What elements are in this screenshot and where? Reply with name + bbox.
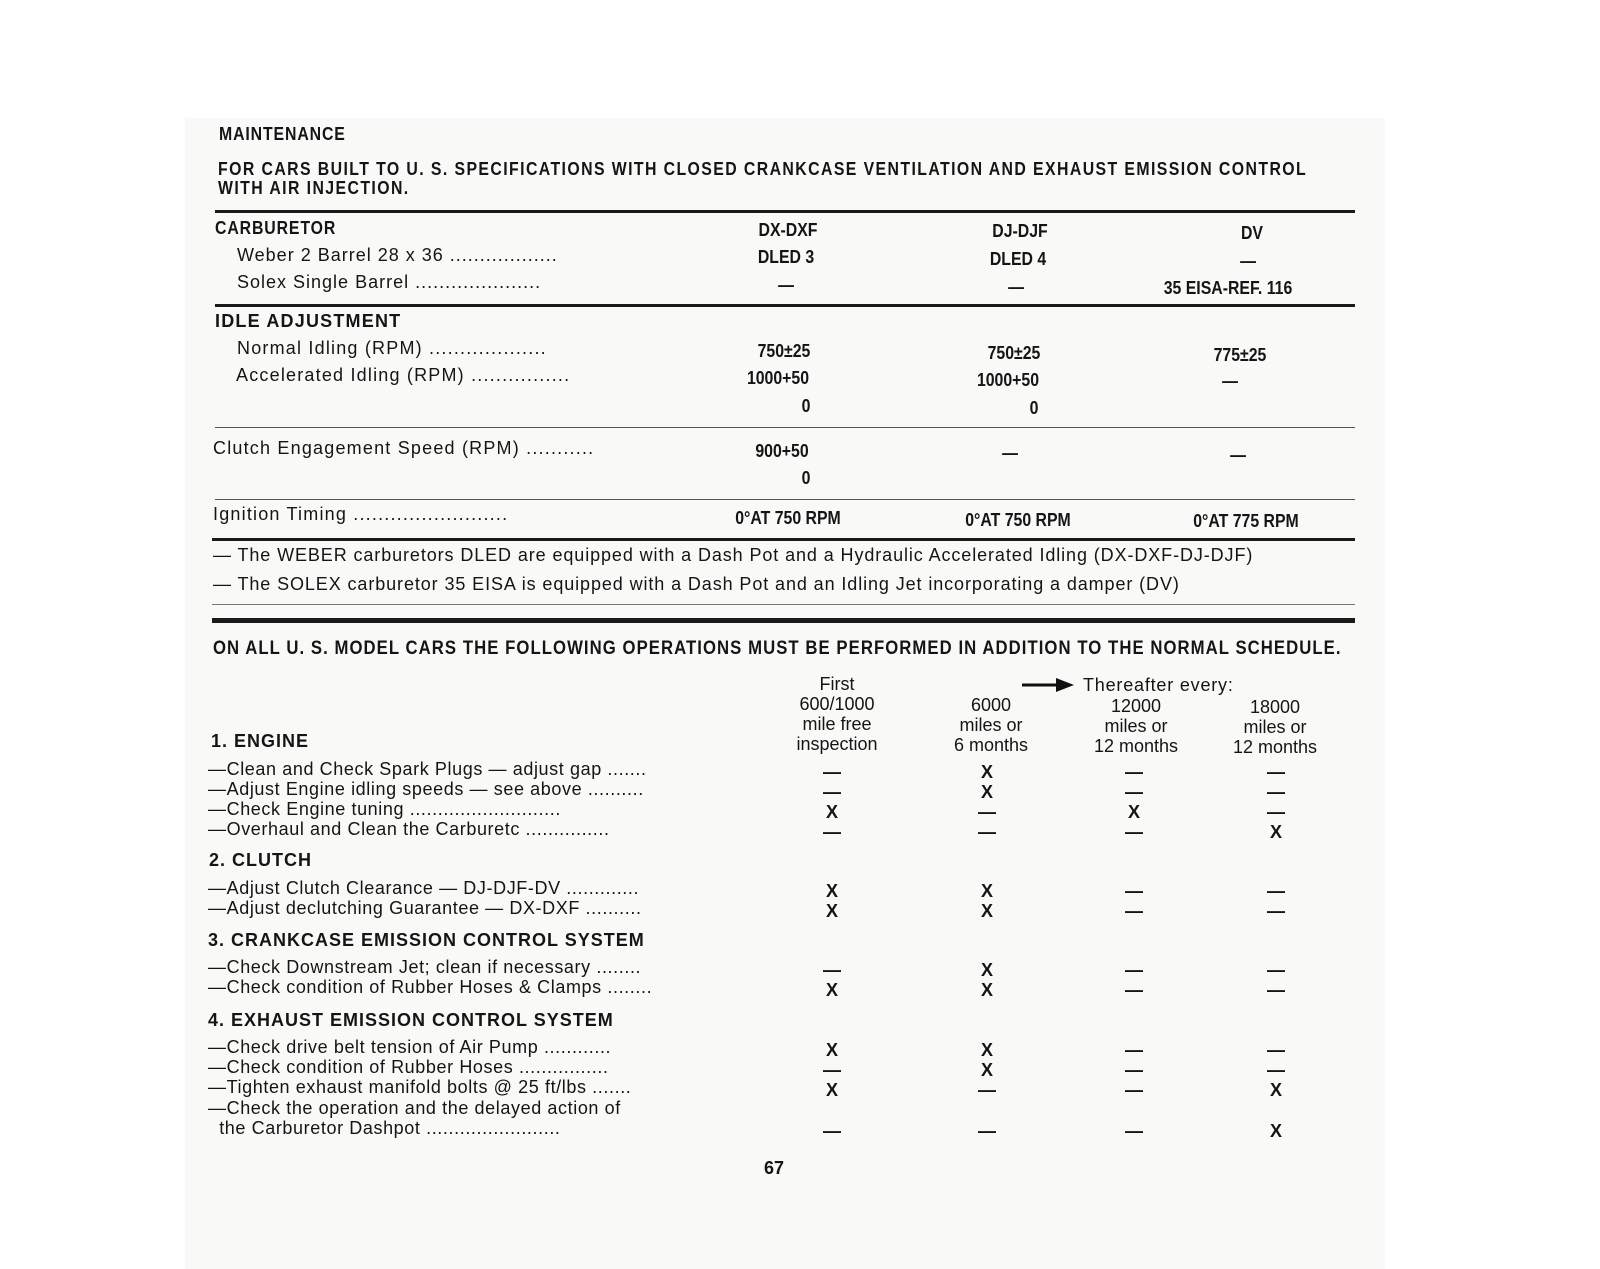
schedule-mark: X [980,1060,993,1080]
spec-value: — [778,275,794,295]
schedule-mark: — [1125,782,1143,802]
spec-value: 35 EISA-REF. 116 [1163,278,1293,298]
column-header-dj-djf: DJ-DJF [992,221,1048,241]
column-header-dx-dxf: DX-DXF [758,220,818,240]
schedule-mark: — [823,1121,841,1141]
column-header-first-inspection: First 600/1000 mile free inspection [796,674,878,754]
schedule-mark: X [825,881,838,901]
schedule-mark: — [1267,901,1285,921]
page-number: 67 [764,1158,785,1178]
spec-value: 775±25 [1213,345,1267,365]
spec-row-label: Weber 2 Barrel 28 x 36 .................. [237,245,558,265]
spec-value: DLED 4 [989,249,1047,269]
divider-thick [212,618,1355,623]
schedule-mark: X [980,960,993,980]
schedule-mark: — [1125,881,1143,901]
divider [215,427,1355,428]
schedule-mark: — [1125,901,1143,921]
list-item: —Overhaul and Clean the Carburetc ............... [208,819,610,839]
schedule-mark: X [1269,1121,1282,1141]
spec-value: 0 [1029,398,1039,418]
schedule-mark: — [1125,1060,1143,1080]
idle-adjustment-heading: IDLE ADJUSTMENT [215,311,402,331]
column-header-dv: DV [1240,223,1263,243]
subtitle-line-2: WITH AIR INJECTION. [218,178,410,198]
divider [212,538,1355,541]
schedule-mark: — [1267,782,1285,802]
spec-value: 1000+50 [976,370,1040,390]
schedule-mark: X [1127,802,1140,822]
group-title-crankcase: 3. CRANKCASE EMISSION CONTROL SYSTEM [208,930,645,950]
schedule-heading: ON ALL U. S. MODEL CARS THE FOLLOWING OPERATIONS MUST BE PERFORMED IN ADDITION TO THE NORMAL SCHEDULE. [213,638,1342,659]
spec-row-label: Solex Single Barrel ..................... [237,272,542,292]
schedule-mark: — [1125,1040,1143,1060]
schedule-mark: X [980,901,993,921]
schedule-mark: — [823,782,841,802]
schedule-mark: X [980,782,993,802]
schedule-mark: — [823,1060,841,1080]
schedule-mark: X [825,980,838,1000]
spec-value: — [1222,371,1238,391]
divider [215,304,1355,307]
schedule-mark: — [1125,1080,1143,1100]
list-item: —Check condition of Rubber Hoses ................ [208,1057,609,1077]
column-header-18000: 18000 miles or 12 months [1232,697,1318,757]
list-item-continued: the Carburetor Dashpot ........................ [208,1118,561,1138]
list-item: —Adjust Engine idling speeds — see above .......... [208,779,644,799]
schedule-mark: X [825,1080,838,1100]
spec-row-label: Clutch Engagement Speed (RPM) ........... [213,438,595,458]
schedule-mark: — [1125,762,1143,782]
list-item: —Tighten exhaust manifold bolts @ 25 ft/lbs ....... [208,1077,632,1097]
spec-value: — [1240,251,1256,271]
spec-value: 750±25 [757,341,811,361]
note-solex: — The SOLEX carburetor 35 EISA is equipped with a Dash Pot and an Idling Jet incorporating a damper (DV) [213,574,1180,594]
schedule-mark: — [1125,980,1143,1000]
divider [215,499,1355,500]
schedule-mark: — [1267,762,1285,782]
schedule-mark: — [1267,980,1285,1000]
thereafter-label: Thereafter every: [1083,675,1234,695]
schedule-mark: X [1269,822,1282,842]
schedule-mark: — [1267,881,1285,901]
spec-value: 900+50 [755,441,809,461]
divider [215,210,1355,213]
column-header-12000: 12000 miles or 12 months [1093,696,1179,756]
schedule-mark: — [1125,822,1143,842]
note-weber: — The WEBER carburetors DLED are equipped with a Dash Pot and a Hydraulic Accelerated Idling (DX-DXF-DJ-DJF) [213,545,1254,565]
list-item: —Check Downstream Jet; clean if necessary ........ [208,957,642,977]
schedule-mark: X [980,881,993,901]
schedule-mark: — [1125,1121,1143,1141]
schedule-mark: — [978,822,996,842]
section-title: MAINTENANCE [219,124,346,144]
spec-value: 0°AT 775 RPM [1193,511,1299,531]
spec-value: — [1002,443,1018,463]
list-item: —Check condition of Rubber Hoses & Clamps ........ [208,977,653,997]
spec-value: 0 [801,468,811,488]
spec-value: — [1230,445,1246,465]
schedule-mark: — [823,960,841,980]
spec-value: DLED 3 [757,247,815,267]
list-item: —Check the operation and the delayed action of [208,1098,621,1118]
spec-row-label: Ignition Timing ......................... [213,504,509,524]
list-item: —Adjust Clutch Clearance — DJ-DJF-DV ............. [208,878,640,898]
group-title-exhaust: 4. EXHAUST EMISSION CONTROL SYSTEM [208,1010,614,1030]
schedule-mark: — [1125,960,1143,980]
spec-value: — [1008,277,1024,297]
schedule-mark: X [980,762,993,782]
spec-row-label: Normal Idling (RPM) ................... [237,338,547,358]
schedule-mark: X [980,980,993,1000]
schedule-mark: X [825,1040,838,1060]
schedule-mark: — [978,1121,996,1141]
spec-value: 1000+50 [746,368,810,388]
schedule-mark: X [825,901,838,921]
divider [212,604,1355,605]
spec-value: 0 [801,396,811,416]
carburetor-heading: CARBURETOR [215,218,337,238]
schedule-mark: X [980,1040,993,1060]
schedule-mark: — [1267,1060,1285,1080]
spec-value: 750±25 [987,343,1041,363]
schedule-mark: — [823,762,841,782]
spec-value: 0°AT 750 RPM [735,508,841,528]
column-header-6000: 6000 miles or 6 months [953,695,1029,755]
subtitle-line-1: FOR CARS BUILT TO U. S. SPECIFICATIONS WITH CLOSED CRANKCASE VENTILATION AND EXHAUST EMISSION CONTROL [218,159,1308,179]
schedule-mark: X [825,802,838,822]
list-item: —Check Engine tuning ........................... [208,799,561,819]
schedule-mark: — [1267,960,1285,980]
list-item: —Clean and Check Spark Plugs — adjust gap ....... [208,759,647,779]
schedule-mark: — [1267,802,1285,822]
spec-value: 0°AT 750 RPM [965,510,1071,530]
schedule-mark: — [823,822,841,842]
schedule-mark: — [978,1080,996,1100]
schedule-mark: — [978,802,996,822]
group-title-engine: 1. ENGINE [211,731,310,751]
group-title-clutch: 2. CLUTCH [209,850,312,870]
schedule-mark: X [1269,1080,1282,1100]
list-item: —Check drive belt tension of Air Pump ............ [208,1037,612,1057]
schedule-mark: — [1267,1040,1285,1060]
spec-row-label: Accelerated Idling (RPM) ................ [236,365,571,385]
list-item: —Adjust declutching Guarantee — DX-DXF .......... [208,898,642,918]
